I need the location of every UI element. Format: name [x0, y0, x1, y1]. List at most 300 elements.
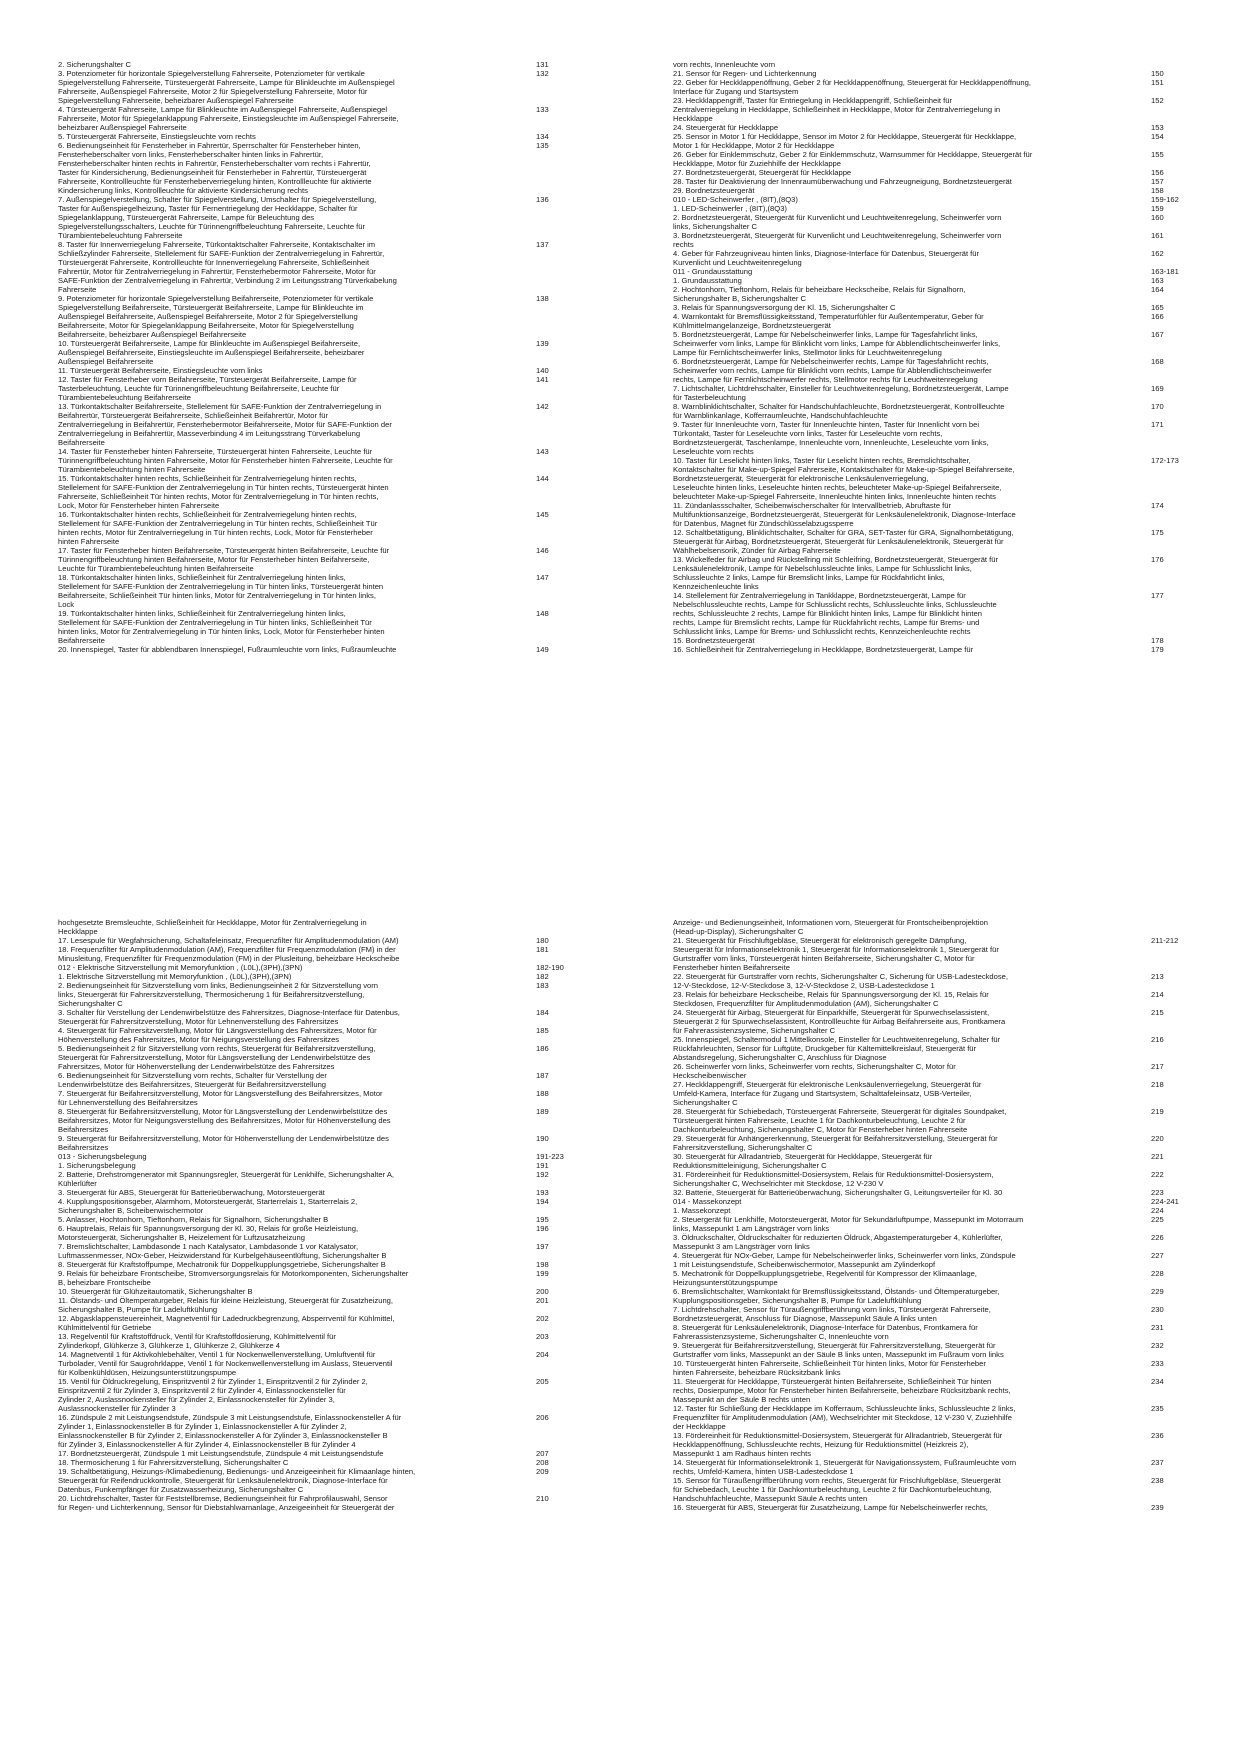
toc-entry-row [673, 1458, 1213, 1476]
toc-page-number: 163-181 [1151, 267, 1179, 276]
toc-page-number: 239 [1151, 1503, 1164, 1512]
toc-page-number: 184 [536, 1008, 549, 1017]
toc-entry-text: 9. Steuergerät für Beifahrersitzverstellung, Motor für Höhenverstellung der Lendenwirbelstütze des Beifahrersitzes [58, 1134, 389, 1152]
toc-entry-row [58, 510, 598, 546]
toc-entry-row [58, 1449, 598, 1458]
toc-entry-text: 3. Relais für Spannungsversorgung der Kl. 15, Sicherungshalter C [673, 303, 896, 312]
toc-entry-text: 27. Heckklappengriff, Steuergerät für elektronische Lenksäulenverriegelung, Steuergerät für Umfeld-Kamera, Interface für Zugang und Startsystem, Schalttafeleinsatz, USB-Verteiler, Sicherungshalter C [673, 1080, 982, 1107]
toc-page-number: 224 [1151, 1206, 1164, 1215]
toc-entry-row [673, 1323, 1213, 1341]
toc-entry-text: 21. Steuergerät für Frischluftgebläse, Steuergerät für elektronisch geregelte Dämpfung, Steuergerät für Informationselektronik 1, Steuergerät für Informationselektronik 1, Steuergerät für Gurtstraffer vorn links, Türsteuergerät hinten Beifahrerseite, Sicherungshalter C, Motor für Fensterheber hinten Beifahrerseite [673, 936, 999, 972]
toc-entry-text: 14. Taster für Fensterheber hinten Fahrerseite, Türsteuergerät hinten Fahrerseite, Leuchte für Türinnengriffbeleuchtung hinten Fahrerseite, Motor für Fensterheber hinten Fahrerseite, Leuchte für Türambientebeleuchtung hinten Fahrerseite [58, 447, 393, 474]
toc-entry-text: 11. Steuergerät für Heckklappe, Türsteuergerät hinten Beifahrerseite, Schließeinheit Tür hinten rechts, Dosierpumpe, Motor für Fensterheber hinten Beifahrerseite, beheizbare Rücksitzbank rechts, Massepunkt an der Säule B rechts unten [673, 1377, 1011, 1404]
toc-entry-row [673, 918, 1213, 936]
toc-entry-row [58, 1494, 598, 1512]
toc-page-number: 137 [536, 240, 549, 249]
toc-entry-row [673, 60, 1213, 69]
toc-entry-row [58, 1044, 598, 1071]
toc-entry-text: 6. Bedienungseinheit für Sitzverstellung vorn rechts, Schalter für Verstellung der Lendenwirbelstütze des Beifahrersitzes, Steuergerät für Beifahrersitzverstellung [58, 1071, 327, 1089]
toc-page-number: 177 [1151, 591, 1164, 600]
toc-page-number: 180 [536, 936, 549, 945]
toc-page-number: 214 [1151, 990, 1164, 999]
toc-entry-row [673, 357, 1213, 384]
toc-entry-row [673, 132, 1213, 150]
toc-page-number: 217 [1151, 1062, 1164, 1071]
toc-entry-row [673, 285, 1213, 303]
toc-entry-text: 3. Bordnetzsteuergerät, Steuergerät für Kurvenlicht und Leuchtweitenregelung, Scheinwerfer vorn rechts [673, 231, 1002, 249]
toc-entry-row [673, 1233, 1213, 1251]
toc-page-number: 231 [1151, 1323, 1164, 1332]
toc-entry-row [673, 177, 1213, 186]
toc-page-number: 238 [1151, 1476, 1164, 1485]
toc-page-number: 145 [536, 510, 549, 519]
toc-entry-text: 13. Wickelfeder für Airbag und Rückstellring mit Schleifring, Bordnetzsteuergerät, Steuergerät für Lenksäulenelektronik, Lampe für Nebelschlussleuchte links, Lampe für Schlusslicht links, Schlussleuchte 2 links, Lampe für Bremslicht links, Lampe für Rückfahrlicht links, Kennzeichenleuchte links [673, 555, 998, 591]
toc-entry-text: 14. Magnetventil 1 für Aktivkohlebehälter, Ventil 1 für Nockenwellenverstellung, Umluftventil für Turbolader, Ventil für Saugrohrklappe, Ventil 1 für Nockenwellenverstellung im Auslass, Steuerventil für Kolbenkühldüsen, Heizungsunterstützungspumpe [58, 1350, 393, 1377]
toc-entry-text: 16. Schließeinheit für Zentralverriegelung in Heckklappe, Bordnetzsteuergerät, Lampe für [673, 645, 974, 654]
toc-entry-row [673, 1134, 1213, 1152]
toc-page-number: 162 [1151, 249, 1164, 258]
toc-entry-text: 14. Stellelement für Zentralverriegelung in Tankklappe, Bordnetzsteuergerät, Lampe für Nebelschlussleuchte rechts, Lampe für Schlusslicht rechts, Schlussleuchte links, Schlussleuchte rechts, Schlussleuchte 2 rechts, Lampe für Blinklicht hinten links, Lampe für Blinklicht hinten rechts, Lampe für Bremslicht rechts, Lampe für Rückfahrlicht rechts, Lampe für Brems- und Schlusslicht links, Lampe für Brems- und Schlusslicht rechts, Kennzeichenleuchte rechts [673, 591, 997, 636]
toc-page-number: 151 [1151, 78, 1164, 87]
toc-page-number: 201 [536, 1296, 549, 1305]
toc-page-number: 171 [1151, 420, 1164, 429]
toc-entry-text: 4. Steuergerät für NOx-Geber, Lampe für Nebelscheinwerfer links, Scheinwerfer vorn links, Zündspule 1 mit Leistungsendstufe, Scheibenwischermotor, Massepunkt am Zylinderkopf [673, 1251, 1016, 1269]
toc-page-number: 208 [536, 1458, 549, 1467]
toc-entry-text: vorn rechts, Innenleuchte vorn [673, 60, 776, 69]
toc-entry-text: 6. Bordnetzsteuergerät, Lampe für Nebelscheinwerfer rechts, Lampe für Tagesfahrlicht rechts, Scheinwerfer vorn rechts, Lampe für Blinklicht vorn rechts, Lampe für Abblendlichtscheinwerfer rechts, Lampe für Fernlichtscheinwerfer rechts, Stellmotor rechts für Leuchtweitenregelung [673, 357, 992, 384]
toc-entry-text: 9. Relais für beheizbare Frontscheibe, Stromversorgungsrelais für Motorkomponenten, Sicherungshalter B, beheizbare Frontscheibe [58, 1269, 409, 1287]
toc-quadrant-bottom-left [58, 918, 598, 1738]
toc-page-number: 159 [1151, 204, 1164, 213]
toc-page-number: 181 [536, 945, 549, 954]
toc-entry-text: 22. Steuergerät für Gurtstraffer vorn rechts, Sicherungshalter C, Sicherung für USB-Ladesteckdose, 12-V-Steckdose, 12-V-Steckdose 3, 12-V-Steckdose 2, USB-Ladesteckdose 1 [673, 972, 1008, 990]
toc-section-row [673, 267, 1213, 276]
toc-entry-text: Anzeige- und Bedienungseinheit, Informationen vorn, Steuergerät für Frontscheibenprojektion (Head-up-Display), Sicherungshalter C [673, 918, 988, 936]
toc-entry-text: 012 - Elektrische Sitzverstellung mit Memoryfunktion , (L0L),(3PH),(3PN) [58, 963, 303, 972]
toc-page-number: 198 [536, 1260, 549, 1269]
toc-entry-text: 10. Türsteuergerät hinten Fahrerseite, Schließeinheit Tür hinten links, Motor für Fensterheber hinten Fahrerseite, beheizbare Rücksitzbank links [673, 1359, 986, 1377]
toc-page-number: 154 [1151, 132, 1164, 141]
toc-page-number: 236 [1151, 1431, 1164, 1440]
toc-entry-text: 7. Lichtdrehschalter, Sensor für Türaußengriffberührung vorn links, Türsteuergerät Fahrerseite, Bordnetzsteuergerät, Anschluss für Diagnose, Massepunkt Säule A links unten [673, 1305, 991, 1323]
toc-page-number: 156 [1151, 168, 1164, 177]
toc-entry-text: 11. Zündanlassschalter, Scheibenwischerschalter für Intervallbetrieb, Abruftaste für Multifunktionsanzeige, Bordnetzsteuergerät, Steuergerät für Lenksäulenelektronik, Diagnose-Interface für Datenbus, Magnet für Zündschlüsselabzugssperre [673, 501, 1016, 528]
toc-page-number: 190 [536, 1134, 549, 1143]
toc-entry-row [58, 945, 598, 963]
toc-entry-text: 15. Ventil für Öldruckregelung, Einspritzventil 2 für Zylinder 1, Einspritzventil 2 für Zylinder 2, Einspritzventil 2 für Zylinder 3, Einspritzventil 2 für Zylinder 4, Einlassnockensteller für Zylinder 2, Auslassnockensteller für Zylinder 2, Einlassnockensteller für Zylinder 3, Auslassnockensteller für Zylinder 3 [58, 1377, 368, 1413]
toc-entry-row [673, 1377, 1213, 1404]
toc-entry-text: 1. Grundausstattung [673, 276, 742, 285]
toc-page-number: 218 [1151, 1080, 1164, 1089]
toc-entry-text: 1. LED-Scheinwerfer , (8IT),(8Q3) [673, 204, 787, 213]
toc-page-number: 153 [1151, 123, 1164, 132]
toc-entry-row [58, 1215, 598, 1224]
toc-entry-text: 26. Geber für Einklemmschutz, Geber 2 für Einklemmschutz, Warnsummer für Heckklappe, Steuergerät für Heckklappe, Motor für Zuziehhilfe der Heckklappe [673, 150, 1033, 168]
toc-page-number: 183 [536, 981, 549, 990]
toc-entry-row [673, 1305, 1213, 1323]
toc-page-number: 210 [536, 1494, 549, 1503]
toc-page-number: 163 [1151, 276, 1164, 285]
toc-entry-row [673, 402, 1213, 420]
toc-entry-text: 3. Öldruckschalter, Öldruckschalter für reduzierten Öldruck, Abgastemperaturgeber 4, Kühlerlüfter, Massepunkt 3 am Längsträger vorn links [673, 1233, 1003, 1251]
toc-entry-text: 31. Fördereinheit für Reduktionsmittel-Dosiersystem, Relais für Reduktionsmittel-Dosiersystem, Sicherungshalter C, Wechselrichter mit Steckdose, 12 V-230 V [673, 1170, 994, 1188]
toc-entry-row [673, 213, 1213, 231]
toc-entry-row [673, 249, 1213, 267]
toc-entry-text: 20. Lichtdrehschalter, Taster für Feststellbremse, Bedienungseinheit für Fahrprofilauswahl, Sensor für Regen- und Lichterkennung, Sensor für Diebstahlwarnanlage, Anzeigeeinheit für Steuergerät der [58, 1494, 395, 1512]
toc-entry-row [673, 1062, 1213, 1080]
toc-entry-row [58, 573, 598, 609]
toc-entry-text: hochgesetzte Bremsleuchte, Schließeinheit für Heckklappe, Motor für Zentralverriegelung in Heckklappe [58, 918, 367, 936]
toc-page-number: 142 [536, 402, 549, 411]
toc-entry-row [673, 456, 1213, 501]
toc-entry-row [673, 1188, 1213, 1197]
toc-page-number: 225 [1151, 1215, 1164, 1224]
toc-entry-row [673, 96, 1213, 123]
toc-entry-row [673, 1404, 1213, 1431]
toc-entry-row [58, 474, 598, 510]
toc-entry-text: 9. Potenziometer für horizontale Spiegelverstellung Beifahrerseite, Potenziometer für vertikale Spiegelverstellung Beifahrerseite, Türsteuergerät Beifahrerseite, Lampe für Blinkleuchte im Außenspiegel Beifahrerseite, Außenspiegel Beifahrerseite, Motor 2 für Spiegelverstellung Beifahrerseite, Motor für Spiegelanklappung Beifahrerseite, Motor für Spiegelverstellung Beifahrerseite, beheizbarer Außenspiegel Beifahrerseite [58, 294, 374, 339]
toc-entry-row [673, 330, 1213, 357]
toc-entry-row [58, 609, 598, 645]
toc-entry-text: 2. Sicherungshalter C [58, 60, 132, 69]
toc-page-number: 237 [1151, 1458, 1164, 1467]
toc-entry-text: 014 - Massekonzept [673, 1197, 742, 1206]
toc-page-number: 140 [536, 366, 549, 375]
toc-entry-row [58, 1413, 598, 1449]
toc-page-number: 185 [536, 1026, 549, 1035]
toc-quadrant-top-right [673, 60, 1213, 840]
toc-entry-row [58, 240, 598, 294]
toc-entry-row [58, 1377, 598, 1413]
toc-quadrant-bottom-right [673, 918, 1213, 1738]
toc-page-number: 187 [536, 1071, 549, 1080]
toc-entry-row [673, 990, 1213, 1008]
toc-entry-text: 24. Steuergerät für Airbag, Steuergerät für Einparkhilfe, Steuergerät für Spurwechselassistent, Steuergerät 2 für Spurwechselassistent, Kontrollleuchte für Airbag Beifahrerseite aus, Frontkamera für Fahrerassistenzsysteme, Sicherungshalter C [673, 1008, 1006, 1035]
toc-entry-text: 7. Außenspiegelverstellung, Schalter für Spiegelverstellung, Umschalter für Spiegelverstellung, Taster für Außenspiegelheizung, Taster für Fernentriegelung der Heckklappe, Schalter für Spiegelanklappung, Türsteuergerät Fahrerseite, Lampe für Beleuchtung des Spiegelverstellungsschalters, Leuchte für Türinnengriffbeleuchtung Fahrerseite, Leuchte für Türambientebeleuchtung Fahrerseite [58, 195, 377, 240]
toc-entry-row [673, 1287, 1213, 1305]
toc-entry-text: 12. Abgasklappensteuereinheit, Magnetventil für Ladedruckbegrenzung, Absperrventil für Kühlmittel, Kühlmittelventil für Getriebe [58, 1314, 395, 1332]
toc-entry-text: 4. Warnkontakt für Bremsflüssigkeitsstand, Temperaturfühler für Außentemperatur, Geber für Kühlmittelmangelanzeige, Bordnetzsteuergerät [673, 312, 984, 330]
toc-page-number: 133 [536, 105, 549, 114]
toc-entry-text: 7. Bremslichtschalter, Lambdasonde 1 nach Katalysator, Lambdasonde 1 vor Katalysator, Luftmassenmesser, NOx-Geber, Heizwiderstand für Kurbelgehäuseentlüftung, Sicherungshalter B [58, 1242, 387, 1260]
toc-page-number: 157 [1151, 177, 1164, 186]
toc-page-number: 216 [1151, 1035, 1164, 1044]
toc-entry-text: 18. Frequenzfilter für Amplitudenmodulation (AM), Frequenzfilter für Frequenzmodulation (FM) in der Minusleitung, Frequenzfilter für Frequenzmodulation (FM) in der Plusleitung, beheizbare Heckscheibe [58, 945, 400, 963]
toc-page-number: 135 [536, 141, 549, 150]
toc-entry-row [58, 1197, 598, 1215]
toc-entry-text: 27. Bordnetzsteuergerät, Steuergerät für Heckklappe [673, 168, 852, 177]
toc-entry-row [673, 1503, 1213, 1512]
toc-page-number: 192 [536, 1170, 549, 1179]
toc-page-number: 147 [536, 573, 549, 582]
toc-page-number: 169 [1151, 384, 1164, 393]
toc-entry-text: 5. Anlasser, Hochtonhorn, Tieftonhorn, Relais für Signalhorn, Sicherungshalter B [58, 1215, 329, 1224]
toc-entry-row [58, 1314, 598, 1332]
toc-entry-row [673, 204, 1213, 213]
toc-entry-text: 5. Türsteuergerät Fahrerseite, Einstiegsleuchte vorn rechts [58, 132, 256, 141]
toc-page-number: 229 [1151, 1287, 1164, 1296]
toc-page-number: 200 [536, 1287, 549, 1296]
toc-entry-text: 29. Steuergerät für Anhängererkennung, Steuergerät für Beifahrersitzverstellung, Steuergerät für Fahrersitzverstellung, Sicherungshalter C [673, 1134, 998, 1152]
toc-entry-text: 10. Taster für Leselicht hinten links, Taster für Leselicht hinten rechts, Bremslichtschalter, Kontaktschalter für Make-up-Spiegel Fahrerseite, Kontaktschalter für Make-up-Spiegel Beifahrerseite, Bordnetzsteuergerät, Steuergerät für elektronische Lenksäulenverriegelung, Leseleuchte hinten links, Leseleuchte hinten rechts, beleuchteter Make-up-Spiegel Beifahrerseite, beleuchteter Make-up-Spiegel Fahrerseite, Innenleuchte hinten links, Innenleuchte hinten rechts [673, 456, 1015, 501]
toc-entry-text: 12. Taster für Schließung der Heckklappe im Kofferraum, Schlussleuchte links, Schlussleuchte 2 links, Frequenzfilter für Amplitudenmodulation (AM), Wechselrichter mit Steckdose, 12 V-230 V, Zuziehhilfe der Heckklappe [673, 1404, 1016, 1431]
toc-entry-row [673, 1152, 1213, 1170]
toc-entry-row [58, 1071, 598, 1089]
toc-entry-row [58, 366, 598, 375]
toc-entry-row [673, 276, 1213, 285]
toc-page-number: 194 [536, 1197, 549, 1206]
toc-page-number: 195 [536, 1215, 549, 1224]
toc-page-number: 174 [1151, 501, 1164, 510]
toc-entry-text: 1. Sicherungsbelegung [58, 1161, 136, 1170]
toc-entry-text: 2. Steuergerät für Lenkhilfe, Motorsteuergerät, Motor für Sekundärluftpumpe, Massepunkt im Motorraum links, Massepunkt 1 am Längsträger vorn links [673, 1215, 1024, 1233]
toc-page-number: 179 [1151, 645, 1164, 654]
toc-page-number: 139 [536, 339, 549, 348]
toc-entry-text: 5. Bordnetzsteuergerät, Lampe für Nebelscheinwerfer links, Lampe für Tagesfahrlicht links, Scheinwerfer vorn links, Lampe für Blinklicht vorn links, Lampe für Abblendlichtscheinwerfer links, Lampe für Fernlichtscheinwerfer links, Stellmotor links für Leuchtweitenregelung [673, 330, 1001, 357]
toc-entry-text: 25. Sensor in Motor 1 für Heckklappe, Sensor im Motor 2 für Heckklappe, Steuergerät für Heckklappe, Motor 1 für Heckklappe, Motor 2 für Heckklappe [673, 132, 1017, 150]
toc-entry-row [673, 150, 1213, 168]
toc-entry-text: 18. Thermosicherung 1 für Fahrersitzverstellung, Sicherungshalter C [58, 1458, 289, 1467]
toc-page-number: 161 [1151, 231, 1164, 240]
toc-entry-row [58, 918, 598, 936]
toc-entry-text: 8. Steuergerät für Lenksäulenelektronik, Diagnose-Interface für Datenbus, Frontkamera für Fahrerassistenzsysteme, Sicherungshalter C, Innenleuchte vorn [673, 1323, 978, 1341]
toc-entry-text: 010 - LED-Scheinwerfer , (8IT),(8Q3) [673, 195, 798, 204]
toc-page-number: 146 [536, 546, 549, 555]
toc-entry-text: 22. Geber für Heckklappenöffnung, Geber 2 für Heckklappenöffnung, Steuergerät für Heckklappenöffnung, Interface für Zugang und Startsystem [673, 78, 1031, 96]
toc-page-number: 182 [536, 972, 549, 981]
toc-page-number: 186 [536, 1044, 549, 1053]
toc-entry-row [673, 78, 1213, 96]
toc-entry-text: 19. Schaltbetätigung, Heizungs-/Klimabedienung, Bedienungs- und Anzeigeeinheit für Klimaanlage hinten, Steuergerät für Reifendruckkontrolle, Steuergerät für Lenksäulenelektronik, Diagnose-Interface für Datenbus, Funkempfänger für Zusatzwasserheizung, Sicherungshalter C [58, 1467, 416, 1494]
toc-entry-row [58, 1107, 598, 1134]
toc-entry-text: 23. Heckklappengriff, Taster für Entriegelung in Heckklappengriff, Schließeinheit für Zentralverriegelung in Heckklappe, Schließeinheit in Heckklappe, Motor für Zentralverriegelung in Heckklappe [673, 96, 1001, 123]
toc-entry-row [58, 339, 598, 366]
toc-entry-text: 2. Bedienungseinheit für Sitzverstellung vorn links, Bedienungseinheit 2 für Sitzverstellung vorn links, Steuergerät für Fahrersitzverstellung, Thermosicherung 1 für Beifahrersitzverstellung, Sicherungshalter C [58, 981, 378, 1008]
toc-page-number: 164 [1151, 285, 1164, 294]
toc-entry-text: 1. Elektrische Sitzverstellung mit Memoryfunktion , (L0L),(3PH),(3PN) [58, 972, 292, 981]
toc-page-number: 168 [1151, 357, 1164, 366]
toc-entry-text: 4. Steuergerät für Fahrersitzverstellung, Motor für Längsverstellung des Fahrersitzes, Motor für Höhenverstellung des Fahrersitzes, Motor für Neigungsverstellung des Fahrersitzes [58, 1026, 377, 1044]
toc-page-number: 148 [536, 609, 549, 618]
toc-entry-row [673, 69, 1213, 78]
toc-entry-row [673, 303, 1213, 312]
toc-entry-text: 10. Steuergerät für Glühzeitautomatik, Sicherungshalter B [58, 1287, 253, 1296]
toc-page-number: 182-190 [536, 963, 564, 972]
toc-page-number: 224-241 [1151, 1197, 1179, 1206]
toc-entry-row [673, 1008, 1213, 1035]
toc-entry-row [58, 1467, 598, 1494]
toc-entry-text: 16. Zündspule 2 mit Leistungsendstufe, Zündspule 3 mit Leistungsendstufe, Einlassnockensteller A für Zylinder 1, Einlassnockensteller B für Zylinder 1, Einlassnockensteller A für Zylinder 2, Einlassnockensteller B für Zylinder 2, Einlassnockensteller A für Zylinder 3, Einlassnockensteller B für Zylinder 3, Einlassnockensteller A für Zylinder 4, Einlassnockensteller B für Zylinder 4 [58, 1413, 402, 1449]
toc-entry-text: 1. Massekonzept [673, 1206, 731, 1215]
toc-page-number: 234 [1151, 1377, 1164, 1386]
toc-page-number: 205 [536, 1377, 549, 1386]
toc-page-number: 160 [1151, 213, 1164, 222]
toc-entry-text: 23. Relais für beheizbare Heckscheibe, Relais für Spannungsversorgung der Kl. 15, Relais für Steckdosen, Frequenzfilter für Amplitudenmodulation (AM), Sicherungshalter C [673, 990, 989, 1008]
toc-entry-text: 011 - Grundausstattung [673, 267, 753, 276]
toc-entry-row [58, 402, 598, 447]
toc-entry-text: 12. Schaltbetätigung, Blinklichtschalter, Schalter für GRA, SET-Taster für GRA, Signalhornbetätigung, Steuergerät für Airbag, Bordnetzsteuergerät, Steuergerät für Lenksäulenelektronik, Steuergerät für Wählhebelsensorik, Zünder für Airbag Fahrerseite [673, 528, 1014, 555]
toc-entry-row [673, 1107, 1213, 1134]
toc-page-number: 188 [536, 1089, 549, 1098]
toc-entry-text: 16. Steuergerät für ABS, Steuergerät für Zusatzheizung, Lampe für Nebelscheinwerfer rechts, [673, 1503, 988, 1512]
toc-entry-text: 26. Scheinwerfer vorn links, Scheinwerfer vorn rechts, Sicherungshalter C, Motor für Heckscheibenwischer [673, 1062, 956, 1080]
toc-entry-text: 21. Sensor für Regen- und Lichterkennung [673, 69, 817, 78]
toc-entry-row [673, 168, 1213, 177]
toc-entry-text: 32. Batterie, Steuergerät für Batterieüberwachung, Sicherungshalter G, Leitungsverteiler für Kl. 30 [673, 1188, 1003, 1197]
toc-entry-text: 18. Türkontaktschalter hinten links, Schließeinheit für Zentralverriegelung hinten links, Stellelement für SAFE-Funktion der Zentralverriegelung in Tür hinten links, Türsteuergerät hinten Beifahrerseite, Schließeinheit Tür hinten links, Motor für Zentralverriegelung in Tür hinten links, Lock [58, 573, 384, 609]
toc-entry-text: 8. Taster für Innenverriegelung Fahrerseite, Türkontaktschalter Fahrerseite, Kontaktschalter im Schließzylinder Fahrerseite, Stellelement für SAFE-Funktion der Zentralverriegelung in Fahrertür, Türsteuergerät Fahrerseite, Kontrollleuchte für Innenverriegelung Fahrerseite, Schließeinheit Fahrertür, Motor für Zentralverriegelung in Fahrertür, Fensterhebermotor Fahrerseite, Motor für SAFE-Funktion der Zentralverriegelung in Fahrertür, Verbindung 2 im Leitungsstrang Türverkabelung Fahrerseite [58, 240, 397, 294]
toc-entry-text: 8. Steuergerät für Beifahrersitzverstellung, Motor für Längsverstellung der Lendenwirbelstütze des Beifahrersitzes, Motor für Neigungsverstellung des Beifahrersitzes, Motor für Höhenverstellung des Beifahrersitzes [58, 1107, 391, 1134]
toc-entry-row [58, 375, 598, 402]
toc-entry-text: 17. Bordnetzsteuergerät, Zündspule 1 mit Leistungsendstufe, Zündspule 4 mit Leistungsendstufe [58, 1449, 384, 1458]
toc-entry-row [673, 1215, 1213, 1233]
toc-entry-row [58, 1458, 598, 1467]
toc-page-number: 222 [1151, 1170, 1164, 1179]
toc-entry-row [58, 1350, 598, 1377]
toc-entry-text: 9. Taster für Innenleuchte vorn, Taster für Innenleuchte hinten, Taster für Innenlicht vorn bei Türkontakt, Taster für Leseleuchte vorn links, Taster für Leseleuchte vorn rechts, Bordnetzsteuergerät, Taschenlampe, Innenleuchte vorn, Innenleuchte, Leseleuchte vorn links, Leseleuchte vorn rechts [673, 420, 989, 456]
toc-page-number: 223 [1151, 1188, 1164, 1197]
toc-entry-row [673, 1035, 1213, 1062]
toc-entry-row [58, 1224, 598, 1242]
toc-entry-row [673, 936, 1213, 972]
toc-entry-row [58, 1296, 598, 1314]
toc-page-number: 215 [1151, 1008, 1164, 1017]
toc-page-number: 191 [536, 1161, 549, 1170]
toc-page-number: 202 [536, 1314, 549, 1323]
toc-section-row [58, 963, 598, 972]
toc-entry-text: 9. Steuergerät für Beifahrersitzverstellung, Steuergerät für Fahrersitzverstellung, Steuergerät für Gurtstraffer vorn links, Massepunkt an der Säule B links unten, Massepunkt im Fußraum vorn links [673, 1341, 1004, 1359]
toc-entry-text: 15. Sensor für Türaußengriffberührung vorn rechts, Steuergerät für Frischluftgebläse, Steuergerät für Schiebedach, Leuchte 1 für Dachkonturbeleuchtung, Leuchte 2 für Dachkonturbeleuchtung, Handschuhfachleuchte, Massepunkt Säule A rechts unten [673, 1476, 1001, 1503]
toc-entry-text: 17. Lesespule für Wegfahrsicherung, Schaltafeleinsatz, Frequenzfilter für Amplitudenmodulation (AM) [58, 936, 399, 945]
toc-page-number: 166 [1151, 312, 1164, 321]
toc-entry-text: 30. Steuergerät für Allradantrieb, Steuergerät für Heckklappe, Steuergerät für Reduktionsmitteleinigung, Sicherungshalter C [673, 1152, 933, 1170]
toc-page-number: 196 [536, 1224, 549, 1233]
toc-entry-text: 25. Innenspiegel, Schaltermodul 1 Mittelkonsole, Einsteller für Leuchtweitenregelung, Schalter für Rückfahrleuchten, Sensor für Luftgüte, Druckgeber für Kältemittelkreislauf, Steuergerät für Abstandsregelung, Sicherungshalter C, Anschluss für Diagnose [673, 1035, 1001, 1062]
toc-page-number: 150 [1151, 69, 1164, 78]
toc-entry-text: 3. Schalter für Verstellung der Lendenwirbelstütze des Fahrersitzes, Diagnose-Interface für Datenbus, Steuergerät für Fahrersitzverstellung, Motor für Lehnenverstellung des Fahrersitzes [58, 1008, 400, 1026]
toc-page-number: 155 [1151, 150, 1164, 159]
toc-page-number: 178 [1151, 636, 1164, 645]
toc-page-number: 232 [1151, 1341, 1164, 1350]
toc-page-number: 206 [536, 1413, 549, 1422]
toc-entry-row [58, 69, 598, 105]
toc-entry-text: 5. Mechatronik für Doppelkupplungsgetriebe, Regelventil für Kompressor der Klimaanlage, Heizungsunterstützungspumpe [673, 1269, 977, 1287]
toc-page-number: 204 [536, 1350, 549, 1359]
toc-page-number: 138 [536, 294, 549, 303]
toc-entry-text: 8. Warnblinklichtschalter, Schalter für Handschuhfachleuchte, Bordnetzsteuergerät, Kontrollleuchte für Warnblinkanlage, Kofferraumleuchte, Handschuhfachleuchte [673, 402, 1005, 420]
toc-entry-row [673, 231, 1213, 249]
toc-section-row [673, 1197, 1213, 1206]
toc-entry-text: 3. Steuergerät für ABS, Steuergerät für Batterieüberwachung, Motorsteuergerät [58, 1188, 325, 1197]
toc-entry-text: 24. Steuergerät für Heckklappe [673, 123, 779, 132]
toc-entry-text: 29. Bordnetzsteuergerät [673, 186, 755, 195]
toc-page-number: 193 [536, 1188, 549, 1197]
toc-page-number: 134 [536, 132, 549, 141]
toc-entry-row [58, 1134, 598, 1152]
toc-page-number: 213 [1151, 972, 1164, 981]
toc-page-number: 197 [536, 1242, 549, 1251]
toc-entry-row [58, 105, 598, 132]
toc-entry-text: 17. Taster für Fensterheber hinten Beifahrerseite, Türsteuergerät hinten Beifahrerseite, Leuchte für Türinnengriffbeleuchtung hinten Beifahrerseite, Motor für Fensterheber hinten Beifahrerseite, Leuchte für Türambientebeleuchtung hinten Beifahrerseite [58, 546, 390, 573]
toc-entry-row [58, 1242, 598, 1260]
toc-page-number: 152 [1151, 96, 1164, 105]
toc-page-number: 221 [1151, 1152, 1164, 1161]
toc-page-number: 132 [536, 69, 549, 78]
toc-entry-text: 11. Türsteuergerät Beifahrerseite, Einstiegsleuchte vorn links [58, 366, 263, 375]
toc-entry-row [58, 981, 598, 1008]
toc-entry-text: 2. Hochtonhorn, Tieftonhorn, Relais für beheizbare Heckscheibe, Relais für Signalhorn, Sicherungshalter B, Sicherungshalter C [673, 285, 966, 303]
toc-entry-row [673, 1170, 1213, 1188]
toc-page-number: 211-212 [1151, 936, 1179, 945]
toc-entry-row [673, 528, 1213, 555]
toc-entry-row [58, 1188, 598, 1197]
toc-entry-text: 13. Türkontaktschalter Beifahrerseite, Stellelement für SAFE-Funktion der Zentralverriegelung in Beifahrertür, Türsteuergerät Beifahrerseite, Schließeinheit Beifahrertür, Motor für Zentralverriegelung in Beifahrertür, Fensterhebermotor Beifahrerseite, Motor für SAFE-Funktion der Zentralverriegelung in Beifahrertür, Masseverbindung 4 im Leitungsstrang Türverkabelung Beifahrerseite [58, 402, 392, 447]
toc-entry-row [673, 591, 1213, 636]
toc-entry-text: 6. Bremslichtschalter, Warnkontakt für Bremsflüssigkeitsstand, Ölstands- und Öltemperaturgeber, Kupplungspositionsgeber, Sicherungshalter B, Pumpe für Ladeluftkühlung [673, 1287, 1000, 1305]
toc-entry-text: 3. Potenziometer für horizontale Spiegelverstellung Fahrerseite, Potenziometer für vertikale Spiegelverstellung Fahrerseite, Türsteuergerät Fahrerseite, Lampe für Blinkleuchte im Außenspiegel Fahrerseite, Außenspiegel Fahrerseite, Motor 2 für Spiegelverstellung Fahrerseite, Motor für Spiegelverstellung Fahrerseite, beheizbarer Außenspiegel Fahrerseite [58, 69, 395, 105]
toc-entry-text: 28. Steuergerät für Schiebedach, Türsteuergerät Fahrerseite, Steuergerät für digitales Soundpaket, Türsteuergerät hinten Fahrerseite, Leuchte 1 für Dachkonturbeleuchtung, Leuchte 2 für Dachkonturbeleuchtung, Sicherungshalter C, Motor für Fensterheber hinten Fahrerseite [673, 1107, 1007, 1134]
toc-entry-row [58, 132, 598, 141]
toc-entry-row [58, 1008, 598, 1026]
toc-entry-text: 8. Steuergerät für Kraftstoffpumpe, Mechatronik für Doppelkupplungsgetriebe, Sicherungshalter B [58, 1260, 386, 1269]
toc-page-number: 189 [536, 1107, 549, 1116]
toc-entry-row [673, 555, 1213, 591]
toc-page-number: 176 [1151, 555, 1164, 564]
toc-entry-row [58, 1287, 598, 1296]
toc-page-number: 165 [1151, 303, 1164, 312]
toc-entry-text: 12. Taster für Fensterheber vorn Beifahrerseite, Türsteuergerät Beifahrerseite, Lampe für Tasterbeleuchtung, Leuchte für Türinnengriffbeleuchtung Beifahrerseite, Leuchte für Türambientebeleuchtung Beifahrerseite [58, 375, 357, 402]
toc-entry-text: 2. Bordnetzsteuergerät, Steuergerät für Kurvenlicht und Leuchtweitenregelung, Scheinwerfer vorn links, Sicherungshalter C [673, 213, 1002, 231]
toc-section-row [673, 195, 1213, 204]
toc-page-number: 233 [1151, 1359, 1164, 1368]
toc-entry-row [58, 1170, 598, 1188]
toc-entry-row [58, 294, 598, 339]
toc-entry-text: 20. Innenspiegel, Taster für abblendbaren Innenspiegel, Fußraumleuchte vorn links, Fußraumleuchte [58, 645, 397, 654]
toc-entry-row [58, 447, 598, 474]
toc-entry-row [58, 972, 598, 981]
toc-entry-text: 5. Bedienungseinheit 2 für Sitzverstellung vorn rechts, Steuergerät für Beifahrersitzverstellung, Steuergerät für Fahrersitzverstellung, Motor für Längsverstellung der Lendenwirbelstütze des Fahrersitzes, Motor für Höhenverstellung der Lendenwirbelstütze des Fahrersitzes [58, 1044, 376, 1071]
toc-entry-row [673, 420, 1213, 456]
toc-page-number: 230 [1151, 1305, 1164, 1314]
toc-page-number: 235 [1151, 1404, 1164, 1413]
toc-entry-text: 15. Türkontaktschalter hinten rechts, Schließeinheit für Zentralverriegelung hinten rechts, Stellelement für SAFE-Funktion der Zentralverriegelung in Tür hinten rechts, Türsteuergerät hinten Fahrerseite, Schließeinheit Tür hinten rechts, Motor für Zentralverriegelung in Tür hinten rechts, Lock, Motor für Fensterheber hinten Fahrerseite [58, 474, 389, 510]
toc-page-number: 136 [536, 195, 549, 204]
toc-entry-row [673, 636, 1213, 645]
toc-entry-row [58, 1260, 598, 1269]
toc-page-number: 143 [536, 447, 549, 456]
toc-entry-row [58, 1026, 598, 1044]
toc-entry-text: 6. Hauptrelais, Relais für Spannungsversorgung der Kl. 30, Relais für große Heizleistung, Motorsteuergerät, Sicherungshalter B, Heizelement für Luftzusatzheizung [58, 1224, 359, 1242]
toc-page-number: 172-173 [1151, 456, 1179, 465]
toc-entry-row [673, 972, 1213, 990]
toc-entry-text: 16. Türkontaktschalter hinten rechts, Schließeinheit für Zentralverriegelung hinten rechts, Stellelement für SAFE-Funktion der Zentralverriegelung in Tür hinten rechts, Schließeinheit Tür hinten rechts, Motor für Zentralverriegelung in Tür hinten rechts, Lock, Motor für Fensterheber hinten Fahrerseite [58, 510, 378, 546]
toc-entry-row [673, 1476, 1213, 1503]
toc-page-number: 199 [536, 1269, 549, 1278]
toc-entry-row [673, 1251, 1213, 1269]
toc-entry-row [673, 1431, 1213, 1458]
toc-entry-row [58, 195, 598, 240]
toc-page-number: 175 [1151, 528, 1164, 537]
toc-entry-row [673, 384, 1213, 402]
toc-page-number: 131 [536, 60, 549, 69]
toc-entry-text: 4. Geber für Fahrzeugniveau hinten links, Diagnose-Interface für Datenbus, Steuergerät für Kurvenlicht und Leuchtweitenregelung [673, 249, 980, 267]
toc-page-number: 219 [1151, 1107, 1164, 1116]
toc-entry-row [58, 1161, 598, 1170]
toc-entry-row [673, 1269, 1213, 1287]
toc-page-number: 228 [1151, 1269, 1164, 1278]
toc-entry-row [673, 645, 1213, 654]
toc-section-row [58, 1152, 598, 1161]
